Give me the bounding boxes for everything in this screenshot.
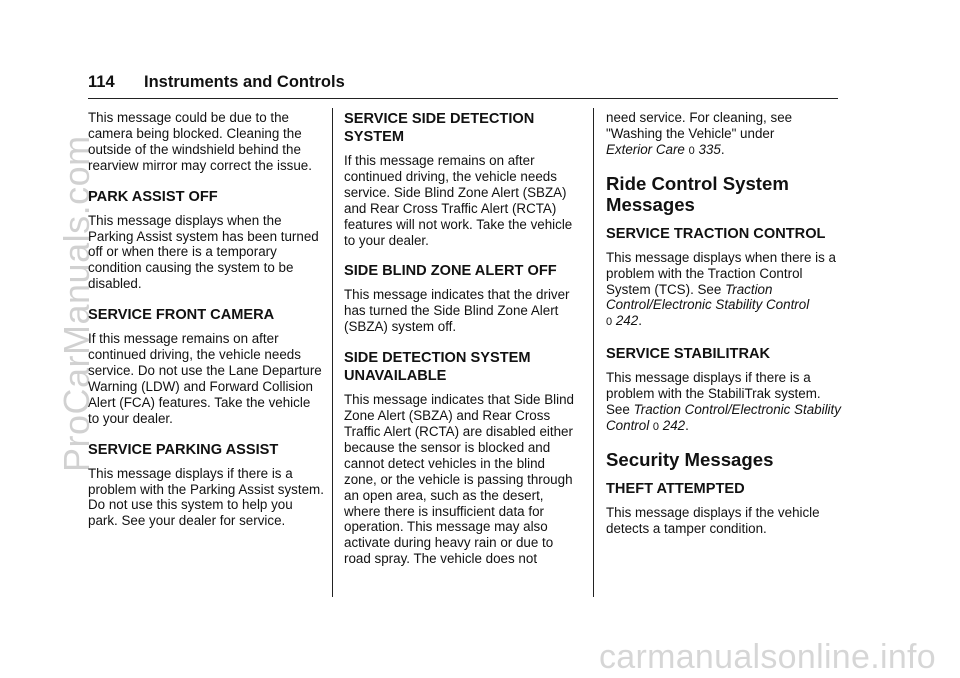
column-divider-1 [332,108,333,597]
page-ref-exterior-care[interactable]: 335 [698,141,721,157]
stabilitrak-text: This message displays if there is a problem with the StabiliTrak system. See [606,370,821,418]
section-title: Instruments and Controls [144,73,345,91]
heading-security-messages: Security Messages [606,448,774,470]
xref-icon: 0 [688,144,695,157]
heading-service-front-camera: SERVICE FRONT CAMERA [88,307,275,324]
column-divider-2 [593,108,594,597]
paragraph-cleaning-continued: need service. For cleaning, see "Washing the Vehicle" under Exterior Care 0 335. [606,110,793,157]
heading-theft-attempted: THEFT ATTEMPTED [606,480,745,497]
heading-service-traction-control: SERVICE TRACTION CONTROL [606,225,826,242]
heading-side-blind-zone-off: SIDE BLIND ZONE ALERT OFF [344,263,557,280]
paragraph-theft-attempted: This message displays if the vehicle detects a tamper condition. [606,504,820,536]
cleaning-text: need service. For cleaning, see "Washing the Vehicle" under [606,110,793,141]
heading-ride-control-messages: Ride Control System Messages [606,172,789,215]
heading-park-assist-off: PARK ASSIST OFF [88,188,218,205]
link-stability-control[interactable]: Traction Control/Electronic Stability Control [606,402,841,433]
paragraph-side-detection-unavailable: This message indicates that Side Blind Zone Alert (SBZA) and Rear Cross Traffic Alert (RCTA) are disabled either because the sensor is blocked and cannot detect vehicles in the blind zone, or the vehicle is passing through an open area, such as the desert, where there is insufficient data for operation. This message may also activate during heavy rain or due to road spray. The vehicle does not [344,392,574,567]
paragraph-park-assist-off: This message displays when the Parking Assist system has been turned off or when there is a temporary condition causing the system to be disabled. [88,212,319,292]
heading-side-detection-unavailable: SIDE DETECTION SYSTEM UNAVAILABLE [344,350,531,385]
page-number: 114 [88,73,115,91]
paragraph-service-front-camera: If this message remains on after continued driving, the vehicle needs service. Do not use the Lane Departure Warning (LDW) and Forward Collision Alert (FCA) features. Take the vehicle to your dealer. [88,331,322,426]
paragraph-service-parking-assist: This message displays if there is a problem with the Parking Assist system. Do not use this system to help you park. See your dealer for service. [88,465,324,529]
heading-service-stabilitrak: SERVICE STABILITRAK [606,346,771,363]
heading-service-side-detection: SERVICE SIDE DETECTION SYSTEM [344,111,535,145]
page-ref-traction-control[interactable]: 242 [615,313,639,329]
paragraph-camera-blocked: This message could be due to the camera being blocked. Cleaning the outside of the windshield behind the rearview mirror may correct the issue. [88,110,312,173]
paragraph-side-blind-zone-off: This message indicates that the driver has turned the Side Blind Zone Alert (SBZA) system off. [344,287,570,335]
watermark-bottom: carmanualsonline.info [598,638,936,676]
column-3 [606,110,844,537]
column-2 [344,110,580,567]
page-header [88,72,838,99]
heading-service-parking-assist: SERVICE PARKING ASSIST [88,441,279,458]
watermark-side: ProCarManuals.com [56,135,97,472]
paragraph-service-stabilitrak: This message displays if there is a problem with the StabiliTrak system. See Traction Control/Electronic Stability Control 0 242. [606,370,841,433]
column-1 [88,110,324,529]
xref-icon: 0 [606,316,613,329]
paragraph-service-side-detection: If this message remains on after continued driving, the vehicle needs service. Side Blind Zone Alert (SBZA) and Rear Cross Traffic Alert (RCTA) features will not work. Take the vehicle to your dealer. [344,153,573,248]
page-ref-stability-control[interactable]: 242 [662,417,686,433]
link-traction-control[interactable]: Traction Control/Electronic Stability Control [606,281,810,313]
traction-text: This message displays when there is a problem with the Traction Control System (TCS). See [606,249,836,297]
link-exterior-care[interactable]: Exterior Care [606,141,685,157]
paragraph-service-traction-control: This message displays when there is a problem with the Traction Control System (TCS). See Traction Control/Electronic Stability Control 0 242. [606,249,836,329]
xref-icon: 0 [652,420,660,433]
